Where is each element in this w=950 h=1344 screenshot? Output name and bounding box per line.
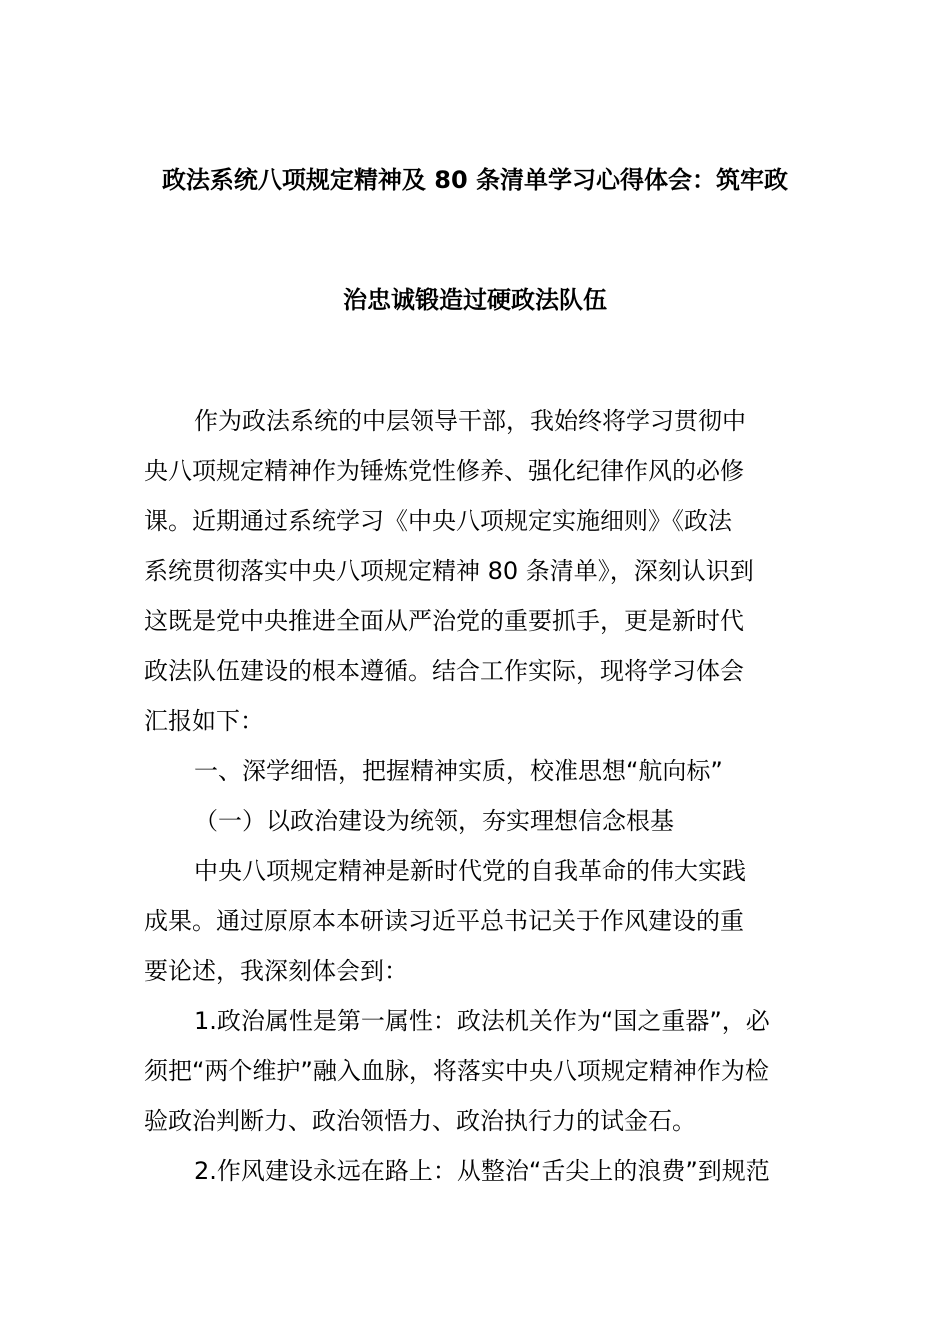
body-text-line: 系统贯彻落实中央八项规定精神 80 条清单》，深刻认识到	[144, 557, 754, 585]
body-text-line: 中央八项规定精神是新时代党的自我革命的伟大实践	[194, 857, 746, 885]
body-text-line: 政法队伍建设的根本遵循。结合工作实际，现将学习体会	[144, 657, 744, 685]
body-text-line: 须把“两个维护”融入血脉，将落实中央八项规定精神作为检	[144, 1057, 769, 1085]
body-text-line: 课。近期通过系统学习《中央八项规定实施细则》《政法	[144, 507, 732, 535]
body-text-line: 要论述，我深刻体会到：	[144, 957, 408, 985]
body-text-line: 成果。通过原原本本研读习近平总书记关于作风建设的重	[144, 907, 744, 935]
subsection-heading: （一）以政治建设为统领，夯实理想信念根基	[194, 807, 674, 835]
body-text-line: 汇报如下：	[144, 707, 264, 735]
document-title-line-1: 政法系统八项规定精神及 80 条清单学习心得体会：筑牢政	[161, 166, 789, 194]
body-text-line: 作为政法系统的中层领导干部，我始终将学习贯彻中	[194, 407, 746, 435]
body-text-line: 验政治判断力、政治领悟力、政治执行力的试金石。	[144, 1107, 696, 1135]
document-title-line-2: 治忠诚锻造过硬政法队伍	[343, 286, 607, 314]
section-heading: 一、深学细悟，把握精神实质，校准思想“航向标”	[194, 757, 723, 785]
body-text-line: 央八项规定精神作为锤炼党性修养、强化纪律作风的必修	[144, 457, 744, 485]
numbered-point: 2.作风建设永远在路上：从整治“舌尖上的浪费”到规范	[194, 1157, 770, 1185]
body-text-line: 这既是党中央推进全面从严治党的重要抓手，更是新时代	[144, 607, 744, 635]
numbered-point: 1.政治属性是第一属性：政法机关作为“国之重器”，必	[194, 1007, 770, 1035]
